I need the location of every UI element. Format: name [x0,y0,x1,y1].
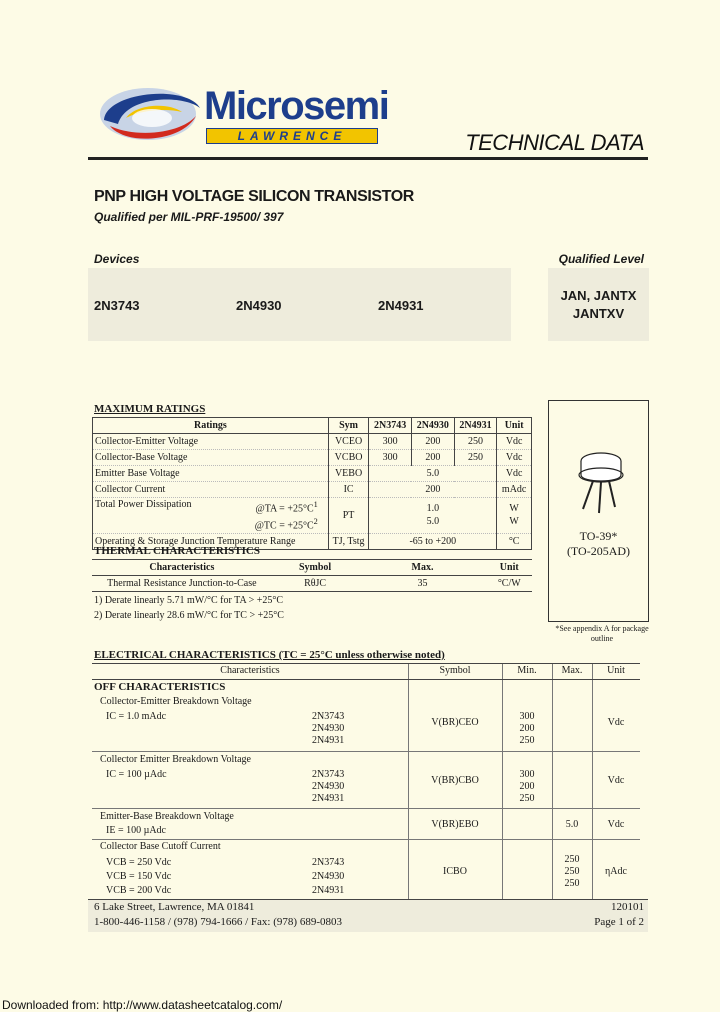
package-note: *See appendix A for package outline [555,624,649,643]
footer-code: 120101 [611,901,644,913]
col-unit: Unit [497,418,532,434]
rating-sym: VCBO [328,450,369,466]
device-name: 2N3743 [312,769,345,780]
rating-unit: Vdc [497,450,532,466]
rating-value: -65 to +200 [369,533,497,549]
doc-type: TECHNICAL DATA [465,130,644,155]
rating-unit-cell [497,498,532,534]
table-row [93,482,532,498]
rating-name: Total Power Dissipation [95,499,192,510]
min-values [502,711,552,747]
rating-value: 200 [369,482,497,498]
device-2n4930: 2N4930 [236,298,282,313]
table-row [93,498,532,534]
max-values [552,854,592,890]
rating-name: Collector Current [93,482,329,498]
cond-list [106,856,171,898]
col-characteristics: Characteristics [92,560,272,576]
param-cond: VCB = 200 Vdc [106,885,172,896]
col-2n3743: 2N3743 [369,418,412,434]
row-divider [92,751,640,752]
col-max: Max. [561,665,583,676]
package-box [548,400,649,622]
max-ratings-table [92,417,532,550]
rating-unit: W [509,503,519,515]
rating-unit: Vdc [497,434,532,450]
rating-value: 1.0 [426,503,440,515]
footnote-ref: 2 [313,517,318,527]
table-row [92,840,640,900]
thermal-table [92,559,532,592]
col-symbol: Symbol [272,560,359,576]
col-min: Min. [517,665,537,676]
param-unit: ηAdc [605,866,627,877]
rating-value: 200 [411,450,454,466]
rating-cond: @TA = +25°C [255,503,314,515]
product-title: PNP HIGH VOLTAGE SILICON TRANSISTOR [94,188,414,205]
col-ratings: Ratings [93,418,329,434]
brand-sub: LAWRENCE [237,129,347,143]
qualified-level-1: JAN, JANTX [560,288,637,303]
param-name: Collector-Emitter Breakdown Voltage [100,696,252,707]
rating-sym: IC [328,482,369,498]
min-value: 250 [519,793,535,804]
device-name: 2N4931 [312,885,345,896]
thermal-sym: RθJC [272,576,359,592]
param-name: Emitter-Base Breakdown Voltage [100,811,234,822]
table-row [92,695,640,751]
footnote-ref: 1 [313,500,318,509]
package-name: TO-39* [579,529,618,543]
rating-value: 300 [369,434,412,450]
rating-sym: TJ, Tstg [328,533,369,549]
thermal-title: THERMAL CHARACTERISTICS [94,545,260,557]
param-cond: VCB = 250 Vdc [106,857,172,868]
max-ratings-title: MAXIMUM RATINGS [94,403,206,415]
product-qualification: Qualified per MIL-PRF-19500/ 397 [94,210,284,224]
table-row [92,576,532,592]
devices-box [88,268,511,341]
param-unit: Vdc [607,819,625,830]
col-sym: Sym [328,418,369,434]
table-row [93,434,532,450]
thermal-unit: °C/W [487,576,532,592]
table-row [93,450,532,466]
footer-page: Page 1 of 2 [594,916,644,928]
col-2n4930: 2N4930 [411,418,454,434]
rating-value: 250 [454,434,497,450]
rating-name: Collector-Emitter Voltage [93,434,329,450]
header-divider [92,679,640,680]
device-name: 2N3743 [312,857,345,868]
rating-unit: Vdc [497,466,532,482]
footer-phone: 1-800-446-1158 / (978) 794-1666 / Fax: (978) 689-0803 [94,916,342,928]
param-cond: IC = 100 µAdc [106,769,167,780]
rating-cond: @TC = +25°C [254,520,314,532]
thermal-name: Thermal Resistance Junction-to-Case [92,576,272,592]
param-unit: Vdc [607,717,625,728]
rating-value-cell [369,498,497,534]
min-value: 200 [519,781,535,792]
rating-sym: VEBO [328,466,369,482]
param-name: Collector Base Cutoff Current [100,841,221,852]
param-symbol: V(BR)EBO [431,819,479,830]
download-link[interactable]: Downloaded from: http://www.datasheetcatalog.com/ [2,998,283,1012]
param-cond: IC = 1.0 mAdc [106,711,167,722]
rating-unit: °C [497,533,532,549]
col-unit: Unit [487,560,532,576]
col-characteristics: Characteristics [220,665,280,676]
table-row [92,753,640,809]
param-name: Collector Emitter Breakdown Voltage [100,754,251,765]
rating-name: Collector-Base Voltage [93,450,329,466]
rating-sym: PT [328,498,369,534]
rating-value: 5.0 [426,516,440,528]
device-name: 2N4930 [312,781,345,792]
device-2n3743: 2N3743 [94,298,140,313]
qualified-level-label: Qualified Level [558,252,644,266]
rating-unit: W [509,516,519,528]
rating-name-cell [93,498,329,534]
device-name: 2N4931 [312,735,345,746]
max-value: 250 [564,854,580,865]
col-symbol: Symbol [439,665,471,676]
param-cond: VCB = 150 Vdc [106,871,172,882]
min-value: 250 [519,735,535,746]
col-max: Max. [358,560,486,576]
thermal-note-1: 1) Derate linearly 5.71 mW/°C for TA > +25°C [94,595,284,606]
device-list [312,856,344,898]
table-row [93,466,532,482]
off-characteristics-title: OFF CHARACTERISTICS [94,681,226,693]
col-unit: Unit [607,665,625,676]
rating-value: 200 [411,434,454,450]
rating-unit: mAdc [497,482,532,498]
electrical-title: ELECTRICAL CHARACTERISTICS (TC = 25°C unless otherwise noted) [94,649,445,661]
electrical-table [92,663,640,900]
footer-address: 6 Lake Street, Lawrence, MA 01841 [94,901,255,913]
min-value: 200 [519,723,535,734]
brand-name: Microsemi [204,84,389,128]
qualified-box [548,268,649,341]
max-value: 250 [564,866,580,877]
param-symbol: ICBO [443,866,467,877]
col-2n4931: 2N4931 [454,418,497,434]
transistor-package-icon [571,447,631,517]
rating-value: 300 [369,450,412,466]
thermal-max: 35 [358,576,486,592]
param-symbol: V(BR)CEO [431,717,479,728]
device-list [312,711,344,747]
qualified-level-2: JANTXV [572,306,625,321]
device-2n4931: 2N4931 [378,298,424,313]
device-name: 2N4930 [312,723,345,734]
device-name: 2N4930 [312,871,345,882]
min-values [502,769,552,805]
company-logo [96,82,206,152]
header-rule [88,157,648,160]
rating-name: Emitter Base Voltage [93,466,329,482]
rating-value: 250 [454,450,497,466]
device-name: 2N3743 [312,711,345,722]
device-list [312,769,344,805]
thermal-note-2: 2) Derate linearly 28.6 mW/°C for TC > +25°C [94,610,284,621]
rating-name: Operating & Storage Junction Temperature Range [93,533,329,549]
device-name: 2N4931 [312,793,345,804]
min-value: 300 [519,769,535,780]
rating-sym: VCEO [328,434,369,450]
table-row [92,810,640,840]
min-value: 300 [519,711,535,722]
param-cond: IE = 100 µAdc [106,825,166,836]
max-value: 5.0 [565,819,579,830]
param-unit: Vdc [607,775,625,786]
logo-swirl-icon [96,82,206,152]
devices-label: Devices [94,252,140,266]
row-divider [92,808,640,809]
param-symbol: V(BR)CBO [431,775,479,786]
package-alt-name: (TO-205AD) [566,544,631,558]
rating-value: 5.0 [369,466,497,482]
max-value: 250 [564,878,580,889]
